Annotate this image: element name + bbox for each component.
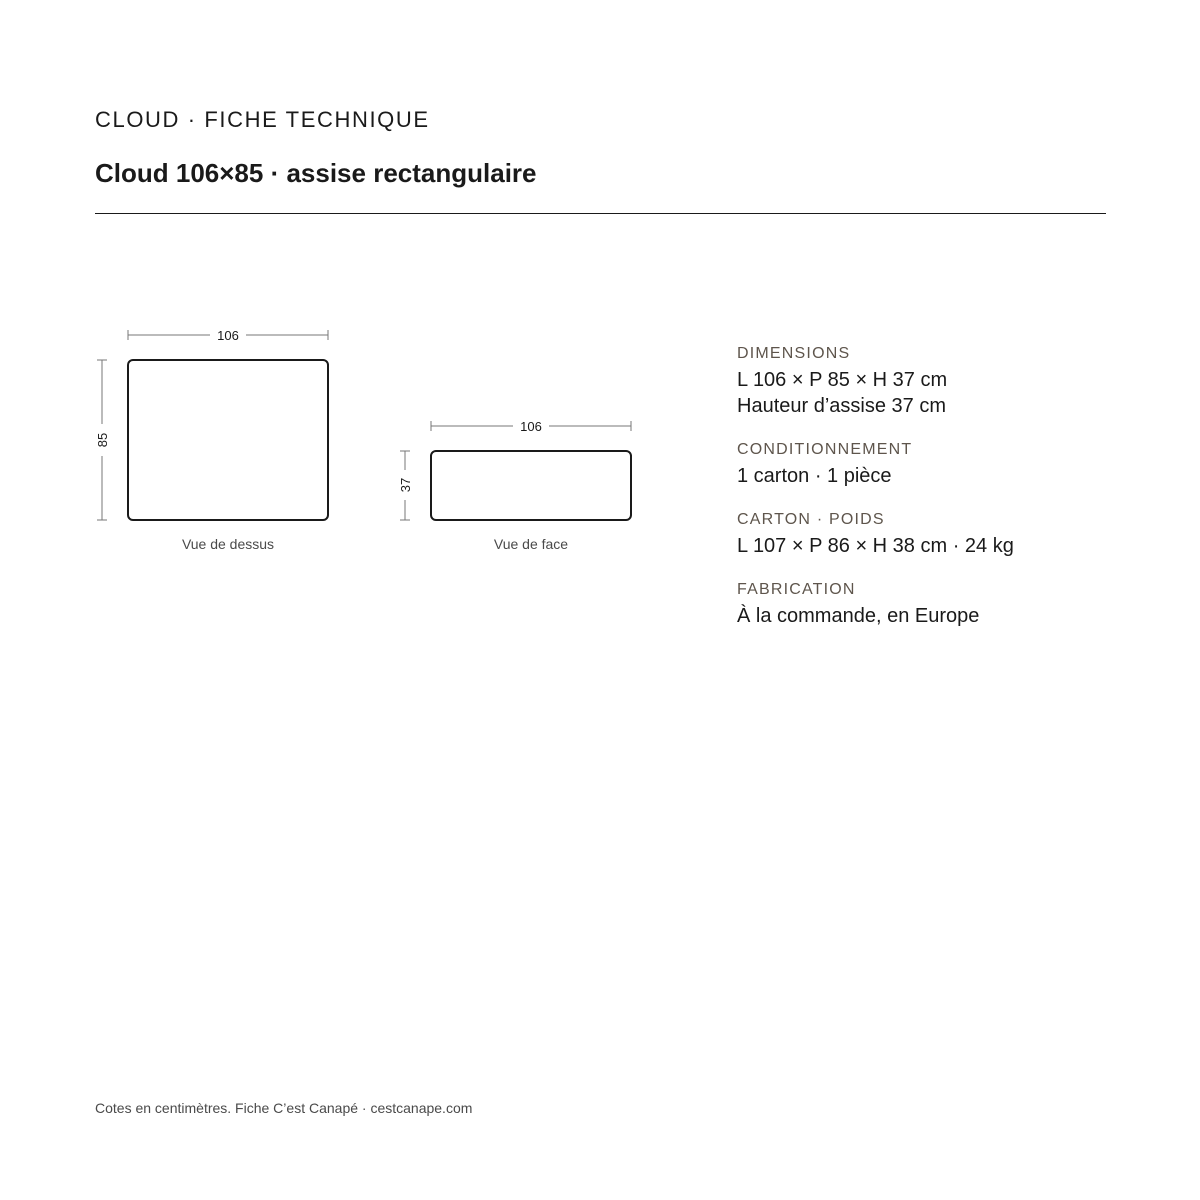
spec-value: Hauteur d’assise 37 cm — [737, 395, 946, 417]
spec-label: CARTON · POIDS — [737, 511, 885, 528]
spec-label: DIMENSIONS — [737, 345, 851, 362]
spec-dimensions — [737, 345, 1137, 419]
spec-manufacturing — [737, 581, 1137, 629]
top-view-width-label: 106 — [217, 328, 239, 343]
spec-label: CONDITIONNEMENT — [737, 441, 913, 458]
front-view-height-label: 37 — [398, 477, 413, 493]
spec-list — [737, 345, 1137, 651]
spec-value: 1 carton · 1 pièce — [737, 465, 892, 487]
front-view-drawing — [398, 419, 631, 552]
spec-value: À la commande, en Europe — [737, 605, 980, 627]
top-view-depth-label: 85 — [95, 432, 110, 448]
page-title: Cloud 106×85 · assise rectangulaire — [95, 158, 537, 188]
document-eyebrow: CLOUD · FICHE TECHNIQUE — [95, 107, 430, 132]
top-view-caption: Vue de dessus — [181, 536, 275, 552]
front-view-seat-outline — [431, 451, 631, 520]
spec-label: FABRICATION — [737, 581, 856, 598]
front-view-caption: Vue de face — [493, 536, 569, 552]
front-view-width-label: 106 — [520, 419, 542, 434]
footer-note: Cotes en centimètres. Fiche C’est Canapé · cestcanape.com — [95, 1100, 473, 1116]
top-view-seat-outline — [128, 360, 328, 520]
spec-value: L 106 × P 85 × H 37 cm — [737, 369, 948, 391]
spec-box-weight — [737, 511, 1137, 559]
spec-value: L 107 × P 86 × H 38 cm · 24 kg — [737, 535, 1014, 557]
top-view-drawing — [95, 328, 328, 552]
spec-packaging — [737, 441, 1137, 489]
